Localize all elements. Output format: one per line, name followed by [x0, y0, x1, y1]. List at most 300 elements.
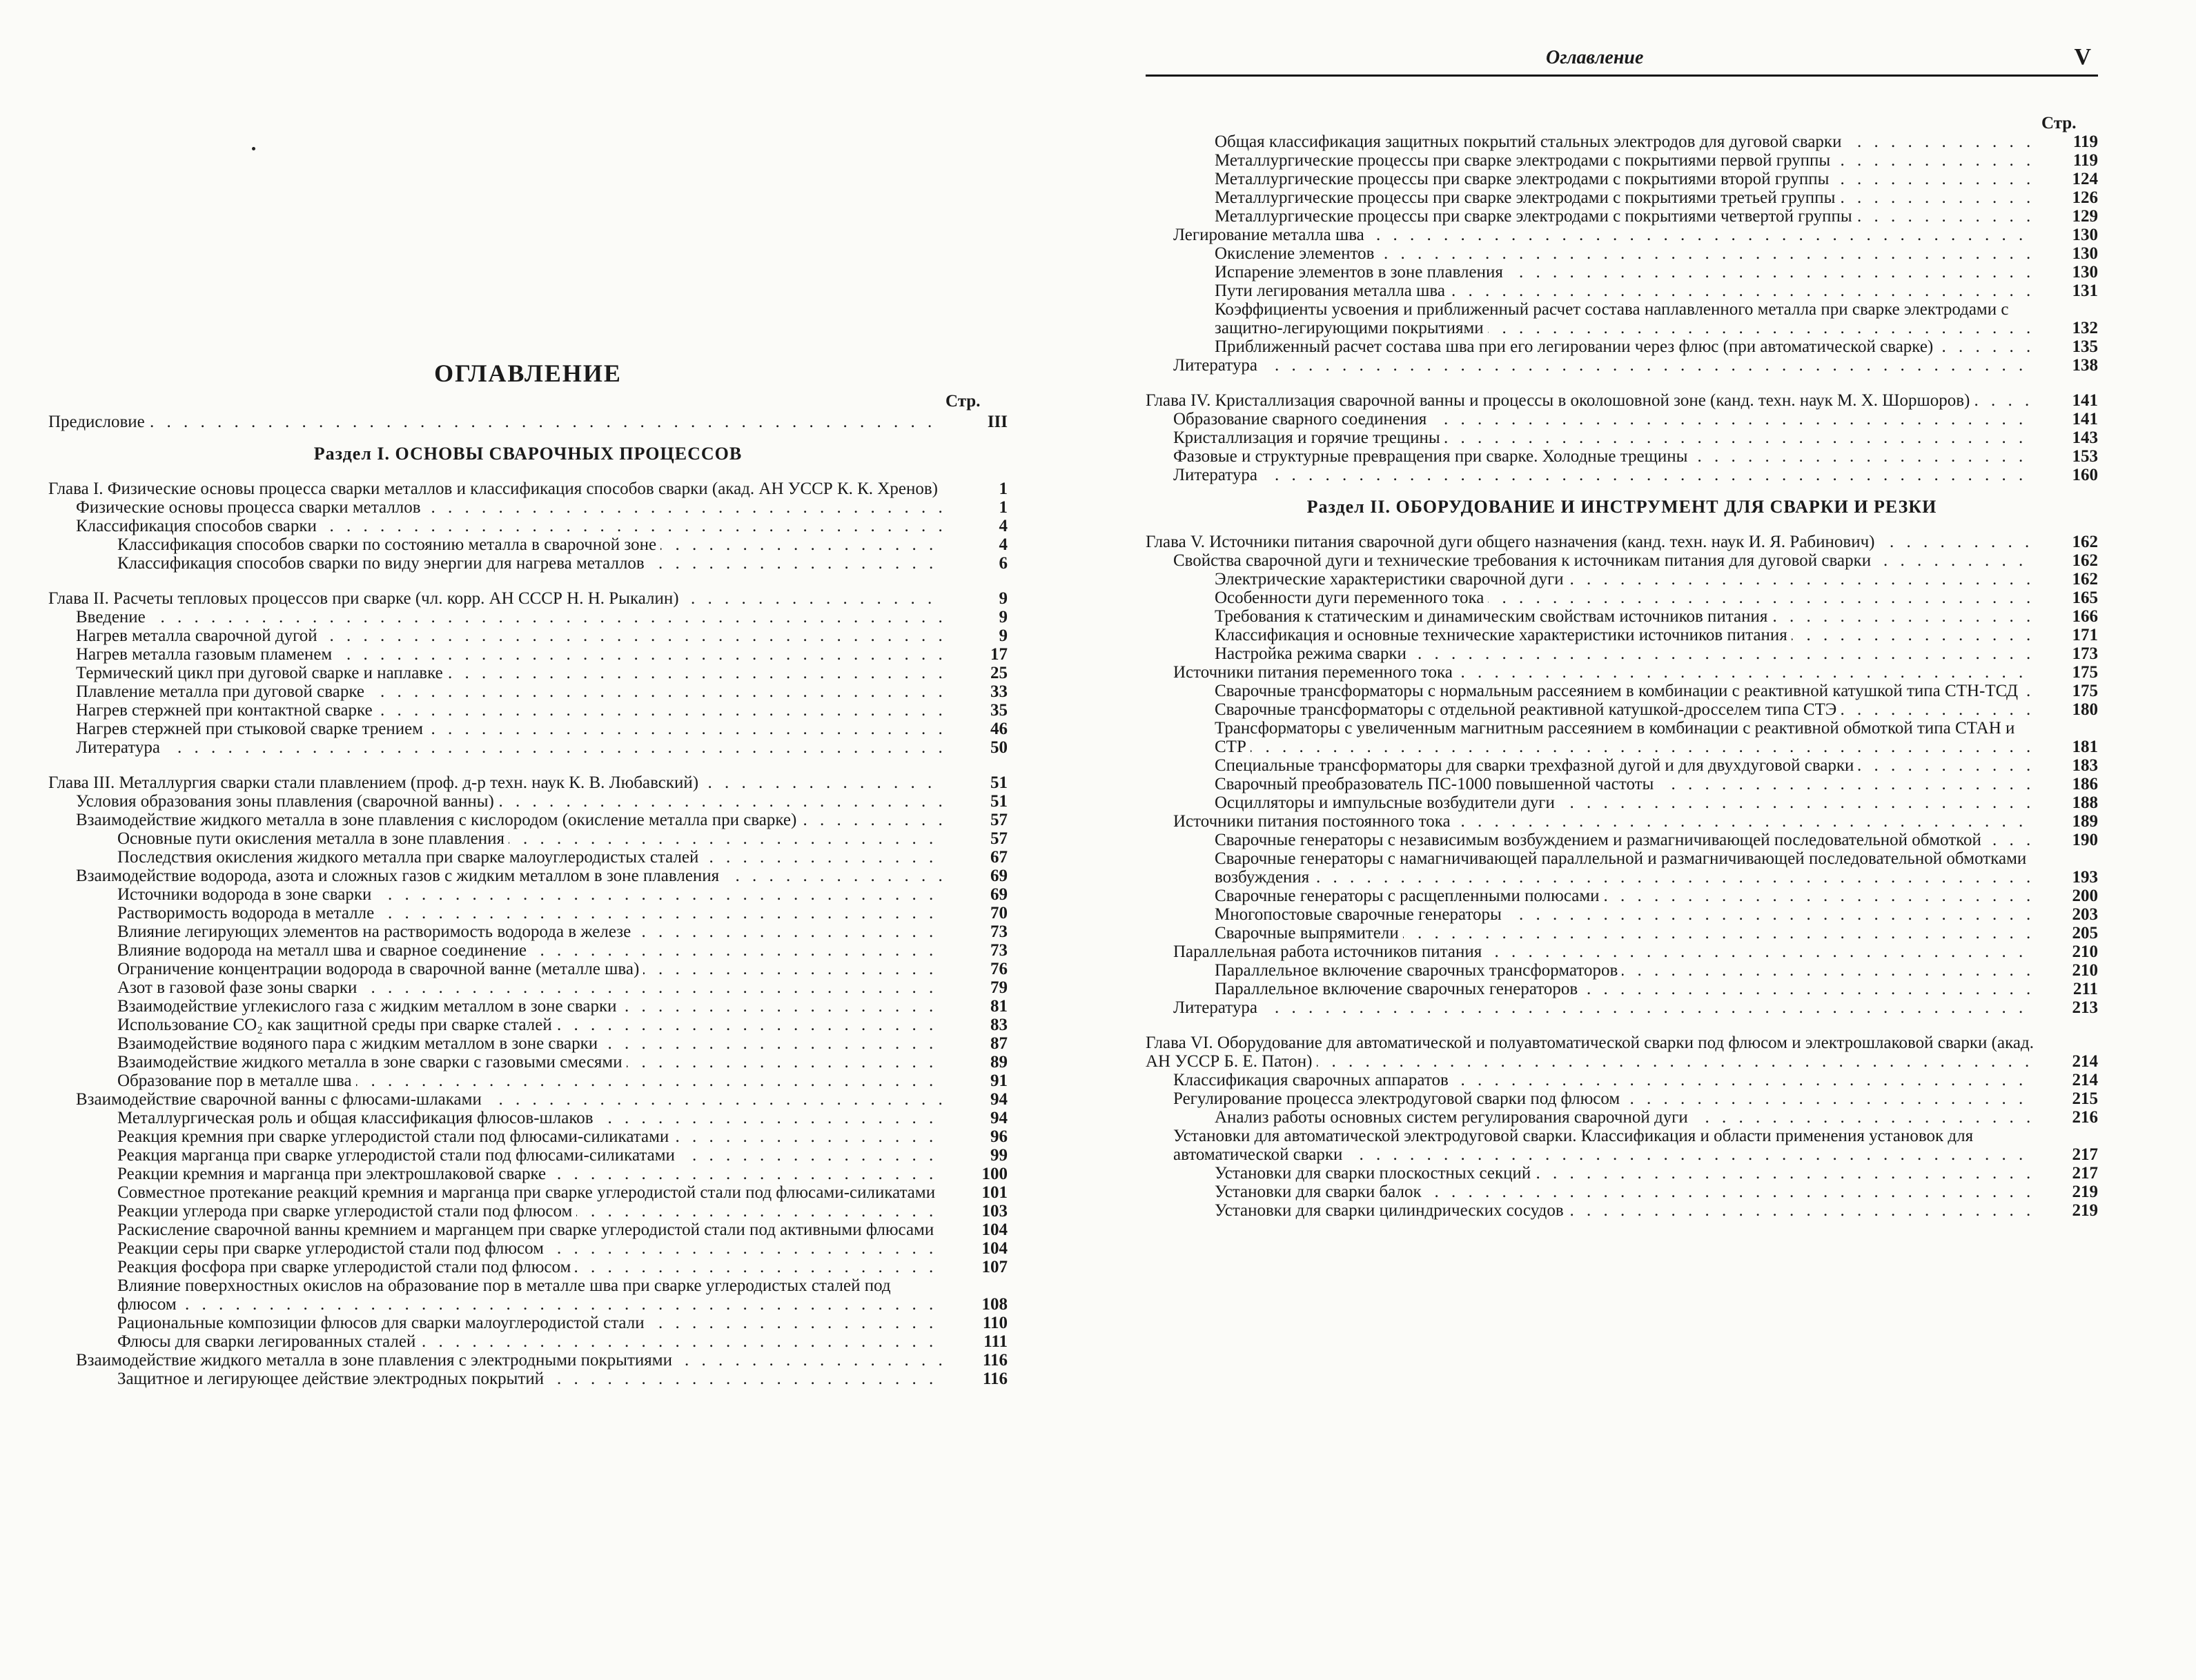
- toc-entry[interactable]: [1146, 428, 2098, 447]
- toc-entry-text: Классификация способов сварки: [76, 517, 321, 535]
- toc-entry-text: Образование пор в металле шва: [117, 1071, 356, 1090]
- toc-entry-text: Сварочные генераторы с намагничивающей параллельной и размагничивающей последовательной обмотками возбуждения: [1215, 849, 2027, 887]
- toc-entry[interactable]: [48, 720, 1008, 738]
- toc-entry-text: Взаимодействие сварочной ванны с флюсами-шлаками: [76, 1090, 486, 1109]
- toc-page-number: 130: [2072, 226, 2098, 244]
- toc-entry-text: Установки для сварки цилиндрических сосудов: [1215, 1201, 1568, 1220]
- toc-entry-text: Металлургическая роль и общая классификация флюсов-шлаков: [117, 1109, 598, 1127]
- toc-page-number: 189: [2072, 812, 2098, 831]
- toc-entry-text: Литература: [1173, 998, 1262, 1017]
- toc-entry-text: Окисление элементов: [1215, 244, 1378, 263]
- toc-entry-text: Влияние поверхностных окислов на образование пор в металле шва при сварке углеродистых сталей под флюсом: [117, 1276, 891, 1314]
- toc-entry-text: Общая классификация защитных покрытий стальных электродов для дуговой сварки: [1215, 132, 1845, 151]
- toc-entry-text: Влияние легирующих элементов на растворимость водорода в железе: [117, 922, 635, 941]
- toc-entry[interactable]: [1146, 924, 2098, 942]
- toc-entry-text: Условия образования зоны плавления (сварочной ванны): [76, 792, 498, 811]
- toc-page-number: 210: [2072, 961, 2098, 980]
- toc-entry[interactable]: [1146, 775, 2098, 793]
- toc-page-number: 4: [999, 517, 1008, 535]
- toc-entry[interactable]: [1146, 719, 2098, 756]
- toc-page-number: 124: [2072, 170, 2098, 188]
- toc-entry-text: Осцилляторы и импульсные возбудители дуги: [1215, 793, 1559, 812]
- toc-entry-text: Реакции кремния и марганца при электрошлаковой сварке: [117, 1165, 550, 1183]
- toc-entry[interactable]: [48, 1332, 1008, 1351]
- toc-page-number: 87: [990, 1034, 1008, 1053]
- toc-page-number: 96: [990, 1127, 1008, 1146]
- toc-entry-text: Нагрев металла газовым пламенем: [76, 645, 336, 664]
- toc-page-number: 165: [2072, 589, 2098, 607]
- running-header: [1146, 41, 2098, 77]
- toc-chapter-entry[interactable]: [1146, 1034, 2098, 1071]
- toc-entry-text: Взаимодействие жидкого металла в зоне плавления с кислородом (окисление металла при сварке): [76, 811, 801, 829]
- toc-entry[interactable]: [1146, 188, 2098, 207]
- toc-entry-text: Использование CO₂ как защитной среды при сварке сталей: [117, 1016, 556, 1034]
- toc-page-number: 104: [981, 1239, 1008, 1258]
- toc-entry[interactable]: [48, 1370, 1008, 1388]
- toc-entry[interactable]: [1146, 337, 2098, 356]
- scan-speck: [252, 147, 255, 150]
- toc-entry-text: Специальные трансформаторы для сварки трехфазной дугой и для двухдуговой сварки: [1215, 756, 1858, 775]
- toc-entry[interactable]: [48, 682, 1008, 701]
- toc-entry[interactable]: [1146, 151, 2098, 170]
- toc-entry[interactable]: [48, 517, 1008, 535]
- toc-entry-text: Установки для сварки балок: [1215, 1183, 1426, 1201]
- toc-entry[interactable]: [48, 498, 1008, 517]
- toc-page-number: 76: [990, 960, 1008, 978]
- toc-page-number: 67: [990, 848, 1008, 867]
- toc-entry[interactable]: [48, 904, 1008, 922]
- toc-entry-text: Источники водорода в зоне сварки: [117, 885, 375, 904]
- toc-entry[interactable]: [1146, 551, 2098, 570]
- toc-entry-text: Термический цикл при дуговой сварке и наплавке: [76, 664, 447, 682]
- toc-page-number: 50: [990, 738, 1008, 757]
- toc-page-number: 214: [2072, 1071, 2098, 1089]
- toc-chapter-entry[interactable]: [48, 589, 1008, 608]
- toc-entry[interactable]: [48, 1127, 1008, 1146]
- toc-page-number: 9: [999, 589, 1008, 608]
- toc-entry-text: Установки для автоматической электродуговой сварки. Классификация и области применения установок для автоматической сварки: [1173, 1127, 1974, 1164]
- toc-entry[interactable]: [48, 960, 1008, 978]
- toc-entry-text: Взаимодействие углекислого газа с жидким металлом в зоне сварки: [117, 997, 621, 1016]
- toc-entry-text: Нагрев стержней при контактной сварке: [76, 701, 377, 720]
- toc-page-number: 116: [982, 1351, 1008, 1370]
- toc-entry-text: Параллельное включение сварочных трансформаторов: [1215, 961, 1622, 980]
- toc-page-number: 100: [981, 1165, 1008, 1183]
- toc-entry[interactable]: [1146, 793, 2098, 812]
- toc-entry-text: Реакция фосфора при сварке углеродистой стали под флюсом: [117, 1258, 575, 1276]
- toc-entry-text: Реакции серы при сварке углеродистой стали под флюсом: [117, 1239, 548, 1258]
- toc-page-number: 94: [990, 1090, 1008, 1109]
- toc-entry-text: Классификация сварочных аппаратов: [1173, 1071, 1453, 1089]
- toc-page-number: 89: [990, 1053, 1008, 1071]
- toc-page-number: 141: [2072, 391, 2098, 410]
- toc-page-number: 35: [990, 701, 1008, 720]
- toc-entry-text: Реакция марганца при сварке углеродистой стали под флюсами-силикатами: [117, 1146, 679, 1165]
- toc-page-number: 81: [990, 997, 1008, 1016]
- toc-entry[interactable]: [48, 1071, 1008, 1090]
- toc-page-number: 116: [982, 1370, 1008, 1388]
- toc-list-right: [1146, 132, 2098, 1220]
- toc-gap: [48, 573, 1008, 589]
- toc-entry-text: Фазовые и структурные превращения при сварке. Холодные трещины: [1173, 447, 1692, 466]
- toc-page-number: 83: [990, 1016, 1008, 1034]
- toc-entry-text: Литература: [1173, 466, 1262, 484]
- toc-page-number: 216: [2072, 1108, 2098, 1127]
- toc-entry[interactable]: [1146, 207, 2098, 226]
- toc-entry-text: Требования к статическим и динамическим свойствам источников питания: [1215, 607, 1772, 626]
- toc-entry[interactable]: [1146, 1127, 2098, 1164]
- toc-gap: [1146, 375, 2098, 391]
- toc-chapter-entry[interactable]: [48, 773, 1008, 792]
- toc-entry[interactable]: [1146, 1089, 2098, 1108]
- toc-entry-text: Азот в газовой фазе зоны сварки: [117, 978, 361, 997]
- toc-gap: [1146, 1017, 2098, 1034]
- toc-page-number: 180: [2072, 700, 2098, 719]
- toc-entry-text: Нагрев металла сварочной дугой: [76, 626, 322, 645]
- toc-entry-text: Легирование металла шва: [1173, 226, 1369, 244]
- toc-entry-text: Взаимодействие жидкого металла в зоне сварки с газовыми смесями: [117, 1053, 627, 1071]
- toc-entry-text: Предисловие: [48, 413, 149, 431]
- toc-page-number: 193: [2072, 868, 2098, 887]
- toc-entry-text: Металлургические процессы при сварке электродами с покрытиями второй группы: [1215, 170, 1833, 188]
- toc-entry-text: Взаимодействие жидкого металла в зоне плавления с электродными покрытиями: [76, 1351, 676, 1370]
- toc-page-number: 205: [2072, 924, 2098, 942]
- toc-entry[interactable]: [48, 1202, 1008, 1221]
- toc-chapter-entry[interactable]: [1146, 391, 2098, 410]
- toc-entry[interactable]: [1146, 170, 2098, 188]
- toc-page-number: 213: [2072, 998, 2098, 1017]
- toc-entry[interactable]: [1146, 607, 2098, 626]
- toc-page-number: 46: [990, 720, 1008, 738]
- toc-page-number: 160: [2072, 466, 2098, 484]
- toc-entry-text: Классификация и основные технические характеристики источников питания: [1215, 626, 1792, 644]
- toc-entry[interactable]: [48, 645, 1008, 664]
- toc-entry-text: Установки для сварки плоскостных секций: [1215, 1164, 1535, 1183]
- toc-page-number: 103: [981, 1202, 1008, 1221]
- toc-page-number: 153: [2072, 447, 2098, 466]
- toc-entry[interactable]: [1146, 263, 2098, 281]
- toc-chapter-entry[interactable]: [48, 480, 1008, 498]
- toc-entry[interactable]: [1146, 998, 2098, 1017]
- toc-entry[interactable]: [48, 811, 1008, 829]
- toc-entry[interactable]: [1146, 1108, 2098, 1127]
- toc-entry-text: Настройка режима сварки: [1215, 644, 1411, 663]
- toc-page-number: 1: [999, 498, 1008, 517]
- toc-page-number: 130: [2072, 244, 2098, 263]
- toc-entry-text: Совместное протекание реакций кремния и марганца при сварке углеродистой стали под флюсами-силикатами: [117, 1183, 939, 1202]
- toc-entry[interactable]: [1146, 905, 2098, 924]
- toc-entry[interactable]: [1146, 589, 2098, 607]
- toc-page-number: 6: [999, 554, 1008, 573]
- toc-entry[interactable]: [1146, 1183, 2098, 1201]
- toc-page-number: 104: [981, 1221, 1008, 1239]
- toc-page-number: 186: [2072, 775, 2098, 793]
- toc-page-number: 91: [990, 1071, 1008, 1090]
- toc-entry-text: Реакции углерода при сварке углеродистой стали под флюсом: [117, 1202, 576, 1221]
- running-title: Оглавление: [1546, 47, 1644, 68]
- toc-entry-text: Металлургические процессы при сварке электродами с покрытиями третьей группы: [1215, 188, 1839, 207]
- toc-entry-text: Испарение элементов в зоне плавления: [1215, 263, 1507, 281]
- toc-entry[interactable]: [48, 1351, 1008, 1370]
- toc-entry[interactable]: [1146, 226, 2098, 244]
- toc-entry[interactable]: [48, 535, 1008, 554]
- toc-entry-text: Реакция кремния при сварке углеродистой стали под флюсами-силикатами: [117, 1127, 673, 1146]
- toc-entry[interactable]: [1146, 812, 2098, 831]
- toc-entry[interactable]: [1146, 849, 2098, 887]
- toc-entry-text: Основные пути окисления металла в зоне плавления: [117, 829, 509, 848]
- toc-page-number: 130: [2072, 263, 2098, 281]
- toc-entry-text: Параллельная работа источников питания: [1173, 942, 1486, 961]
- toc-entry-text: Классификация способов сварки по виду энергии для нагрева металлов: [117, 554, 649, 573]
- toc-page-number: 138: [2072, 356, 2098, 375]
- toc-page-number: 219: [2072, 1201, 2098, 1220]
- toc-page-number: 107: [981, 1258, 1008, 1276]
- toc-entry[interactable]: [48, 997, 1008, 1016]
- toc-page-number: 217: [2072, 1145, 2098, 1164]
- toc-page-number: 101: [981, 1183, 1008, 1202]
- toc-entry-text: Параллельное включение сварочных генераторов: [1215, 980, 1582, 998]
- toc-entry-text: Анализ работы основных систем регулирования сварочной дуги: [1215, 1108, 1692, 1127]
- toc-entry[interactable]: [48, 922, 1008, 941]
- toc-page-number: 175: [2072, 663, 2098, 682]
- toc-entry[interactable]: [1146, 980, 2098, 998]
- toc-page-number: 108: [981, 1295, 1008, 1314]
- toc-entry[interactable]: [48, 701, 1008, 720]
- toc-entry[interactable]: [1146, 700, 2098, 719]
- toc-page-number: 69: [990, 867, 1008, 885]
- toc-page-number: 4: [999, 535, 1008, 554]
- toc-chapter-entry[interactable]: [1146, 533, 2098, 551]
- toc-page-number: 143: [2072, 428, 2098, 447]
- toc-entry-text: Источники питания постоянного тока: [1173, 812, 1455, 831]
- toc-entry[interactable]: [1146, 244, 2098, 263]
- toc-entry-text: Флюсы для сварки легированных сталей: [117, 1332, 420, 1351]
- toc-entry-text: Взаимодействие водорода, азота и сложных газов с жидким металлом в зоне плавления: [76, 867, 723, 885]
- toc-page-number: 110: [982, 1314, 1008, 1332]
- toc-page-number: 69: [990, 885, 1008, 904]
- toc-entry[interactable]: [1146, 682, 2098, 700]
- toc-entry[interactable]: [1146, 626, 2098, 644]
- toc-entry[interactable]: [48, 1090, 1008, 1109]
- toc-page-number: 17: [990, 645, 1008, 664]
- toc-entry[interactable]: [48, 1183, 1008, 1202]
- toc-page-number: 162: [2072, 570, 2098, 589]
- toc-entry[interactable]: [1146, 281, 2098, 300]
- toc-entry-text: Классификация способов сварки по состоянию металла в сварочной зоне: [117, 535, 660, 554]
- toc-page-number: 111: [983, 1332, 1008, 1351]
- toc-page-number: 162: [2072, 533, 2098, 551]
- toc-entry[interactable]: [1146, 447, 2098, 466]
- toc-entry[interactable]: [48, 1239, 1008, 1258]
- toc-entry-text: Последствия окисления жидкого металла при сварке малоуглеродистых сталей: [117, 848, 703, 867]
- toc-entry-text: Раскисление сварочной ванны кремнием и марганцем при сварке углеродистой стали под активными флюсами: [117, 1221, 938, 1239]
- toc-entry[interactable]: [1146, 300, 2098, 337]
- toc-page-number: 214: [2072, 1052, 2098, 1071]
- toc-entry-text: Глава II. Расчеты тепловых процессов при сварке (чл. корр. АН СССР Н. Н. Рыкалин): [48, 589, 683, 608]
- toc-page-number: 94: [990, 1109, 1008, 1127]
- toc-page-number: 73: [990, 941, 1008, 960]
- toc-entry-text: Взаимодействие водяного пара с жидким металлом в зоне сварки: [117, 1034, 602, 1053]
- toc-entry-text: Рациональные композиции флюсов для сварки малоуглеродистой стали: [117, 1314, 649, 1332]
- toc-page-number: 9: [999, 626, 1008, 645]
- toc-entry-text: Трансформаторы с увеличенным магнитным рассеянием в комбинации с реактивной обмоткой типа СТАН и СТР: [1215, 719, 2015, 756]
- toc-entry[interactable]: [48, 829, 1008, 848]
- toc-entry-text: Пути легирования металла шва: [1215, 281, 1449, 300]
- section-heading: Раздел II. ОБОРУДОВАНИЕ И ИНСТРУМЕНТ ДЛЯ СВАРКИ И РЕЗКИ: [1306, 497, 1937, 517]
- toc-entry-text: Сварочные трансформаторы с нормальным рассеянием в комбинации с реактивной катушкой типа СТН-ТСД: [1215, 682, 2022, 700]
- toc-page-number: 181: [2072, 738, 2098, 756]
- toc-entry[interactable]: [48, 1276, 1008, 1314]
- toc-entry[interactable]: [1146, 961, 2098, 980]
- toc-entry-text: Физические основы процесса сварки металлов: [76, 498, 425, 517]
- toc-entry-text: Сварочные выпрямители: [1215, 924, 1403, 942]
- toc-page-number: 200: [2072, 887, 2098, 905]
- toc-page-number: 119: [2072, 151, 2098, 170]
- toc-entry[interactable]: [48, 608, 1008, 626]
- toc-page-number: 210: [2072, 942, 2098, 961]
- toc-page-number: 190: [2072, 831, 2098, 849]
- toc-page-number: 171: [2072, 626, 2098, 644]
- toc-entry[interactable]: [48, 1053, 1008, 1071]
- toc-entry-text: Электрические характеристики сварочной дуги: [1215, 570, 1568, 589]
- toc-page-number: 119: [2072, 132, 2098, 151]
- toc-page-number: 219: [2072, 1183, 2098, 1201]
- toc-page-number: 126: [2072, 188, 2098, 207]
- toc-page-number: 188: [2072, 793, 2098, 812]
- toc-entry[interactable]: [1146, 663, 2098, 682]
- toc-entry[interactable]: [48, 1314, 1008, 1332]
- page-number: V: [2074, 44, 2091, 70]
- toc-entry[interactable]: [48, 848, 1008, 867]
- toc-entry[interactable]: [1146, 1201, 2098, 1220]
- toc-entry[interactable]: [48, 1016, 1008, 1034]
- toc-entry-text: Защитное и легирующее действие электродных покрытий: [117, 1370, 548, 1388]
- toc-page-number: 211: [2072, 980, 2098, 998]
- toc-entry-text: Глава IV. Кристаллизация сварочной ванны и процессы в околошовной зоне (канд. техн. наук М. Х. Шоршоров): [1146, 391, 1974, 410]
- toc-page-number: 129: [2072, 207, 2098, 226]
- toc-entry[interactable]: [1146, 1071, 2098, 1089]
- toc-entry-text: Нагрев стержней при стыковой сварке трением: [76, 720, 427, 738]
- toc-entry[interactable]: [48, 1221, 1008, 1239]
- toc-page-number: 217: [2072, 1164, 2098, 1183]
- toc-entry-text: Литература: [76, 738, 164, 757]
- toc-entry[interactable]: [48, 1146, 1008, 1165]
- toc-entry-text: Свойства сварочной дуги и технические требования к источникам питания для дуговой сварки: [1173, 551, 1875, 570]
- toc-page-number: 183: [2072, 756, 2098, 775]
- page-column-label: Стр.: [2041, 114, 2077, 132]
- toc-page-number: 141: [2072, 410, 2098, 428]
- toc-page-number: 25: [990, 664, 1008, 682]
- toc-page-number: 51: [990, 792, 1008, 811]
- toc-title: ОГЛАВЛЕНИЕ: [434, 359, 622, 387]
- toc-entry[interactable]: [1146, 756, 2098, 775]
- toc-chapter-entry[interactable]: [48, 413, 1008, 431]
- toc-entry-text: Приближенный расчет состава шва при его легировании через флюс (при автоматической сварке): [1215, 337, 1937, 356]
- toc-entry-text: Сварочные генераторы с независимым возбуждением и размагничивающей последовательной обмоткой: [1215, 831, 1986, 849]
- toc-entry[interactable]: [48, 1109, 1008, 1127]
- toc-entry-text: Металлургические процессы при сварке электродами с покрытиями четвертой группы: [1215, 207, 1856, 226]
- toc-page-number: 57: [990, 811, 1008, 829]
- toc-page-number: 1: [999, 480, 1008, 498]
- toc-entry[interactable]: [1146, 466, 2098, 484]
- toc-page-number: 33: [990, 682, 1008, 701]
- toc-page-number: 73: [990, 922, 1008, 941]
- toc-entry[interactable]: [48, 867, 1008, 885]
- toc-entry-text: Глава I. Физические основы процесса сварки металлов и классификация способов сварки (акад. АН УССР К. К. Хренов): [48, 480, 942, 498]
- toc-list-left: [48, 413, 1008, 1388]
- toc-entry[interactable]: [1146, 831, 2098, 849]
- toc-entry-text: Глава III. Металлургия сварки стали плавлением (проф. д-р техн. наук К. В. Любавский): [48, 773, 703, 792]
- toc-entry[interactable]: [1146, 887, 2098, 905]
- toc-page-number: III: [987, 413, 1008, 431]
- toc-entry-text: Сварочный преобразователь ПС-1000 повышенной частоты: [1215, 775, 1658, 793]
- toc-page-number: 135: [2072, 337, 2098, 356]
- toc-entry-text: Введение: [76, 608, 150, 626]
- toc-page-number: 175: [2072, 682, 2098, 700]
- toc-page-number: 203: [2072, 905, 2098, 924]
- toc-page-number: 166: [2072, 607, 2098, 626]
- toc-entry-text: Влияние водорода на металл шва и сварное соединение: [117, 941, 531, 960]
- toc-entry-text: Кристаллизация и горячие трещины: [1173, 428, 1444, 447]
- toc-entry-text: Глава VI. Оборудование для автоматической и полуавтоматической сварки под флюсом и электрошлаковой сварки (акад. АН УССР Б. Е. Патон): [1146, 1034, 2034, 1071]
- toc-page-number: 132: [2072, 319, 2098, 337]
- toc-entry[interactable]: [48, 885, 1008, 904]
- page-column-label: Стр.: [945, 392, 981, 411]
- toc-entry-text: Глава V. Источники питания сварочной дуги общего назначения (канд. техн. наук И. Я. Рабинович): [1146, 533, 1879, 551]
- toc-entry-text: Ограничение концентрации водорода в сварочной ванне (металле шва): [117, 960, 643, 978]
- section-heading: Раздел I. ОСНОВЫ СВАРОЧНЫХ ПРОЦЕССОВ: [313, 444, 743, 464]
- toc-entry-text: Плавление металла при дуговой сварке: [76, 682, 369, 701]
- toc-entry[interactable]: [48, 792, 1008, 811]
- toc-entry-text: Литература: [1173, 356, 1262, 375]
- toc-entry-text: Регулирование процесса электродуговой сварки под флюсом: [1173, 1089, 1624, 1108]
- toc-entry-text: Коэффициенты усвоения и приближенный расчет состава наплавленного металла при сварке электродами с защитно-легирующими покрытиями: [1215, 300, 2009, 337]
- toc-entry-text: Растворимость водорода в металле: [117, 904, 378, 922]
- toc-entry-text: Металлургические процессы при сварке электродами с покрытиями первой группы: [1215, 151, 1834, 170]
- toc-entry-text: Сварочные генераторы с расщепленными полюсами: [1215, 887, 1604, 905]
- toc-page-number: 79: [990, 978, 1008, 997]
- toc-entry[interactable]: [1146, 132, 2098, 151]
- toc-entry[interactable]: [1146, 410, 2098, 428]
- toc-entry[interactable]: [1146, 1164, 2098, 1183]
- toc-page-number: 131: [2072, 281, 2098, 300]
- toc-entry[interactable]: [1146, 942, 2098, 961]
- toc-entry[interactable]: [48, 554, 1008, 573]
- toc-page-number: 9: [999, 608, 1008, 626]
- toc-entry-text: Образование сварного соединения: [1173, 410, 1431, 428]
- toc-page-number: 70: [990, 904, 1008, 922]
- toc-gap: [48, 757, 1008, 773]
- toc-entry[interactable]: [1146, 644, 2098, 663]
- toc-entry[interactable]: [1146, 356, 2098, 375]
- toc-entry[interactable]: [1146, 570, 2098, 589]
- toc-entry[interactable]: [48, 626, 1008, 645]
- toc-entry-text: Источники питания переменного тока: [1173, 663, 1457, 682]
- toc-entry[interactable]: [48, 1034, 1008, 1053]
- toc-page-number: 173: [2072, 644, 2098, 663]
- toc-entry[interactable]: [48, 1258, 1008, 1276]
- toc-entry-text: Многопостовые сварочные генераторы: [1215, 905, 1506, 924]
- toc-entry[interactable]: [48, 738, 1008, 757]
- toc-entry[interactable]: [48, 941, 1008, 960]
- toc-entry[interactable]: [48, 1165, 1008, 1183]
- toc-page-number: 99: [990, 1146, 1008, 1165]
- toc-entry-text: Сварочные трансформаторы с отдельной реактивной катушкой-дросселем типа СТЭ: [1215, 700, 1841, 719]
- toc-entry[interactable]: [48, 664, 1008, 682]
- toc-page-number: 162: [2072, 551, 2098, 570]
- toc-entry[interactable]: [48, 978, 1008, 997]
- toc-page-number: 57: [990, 829, 1008, 848]
